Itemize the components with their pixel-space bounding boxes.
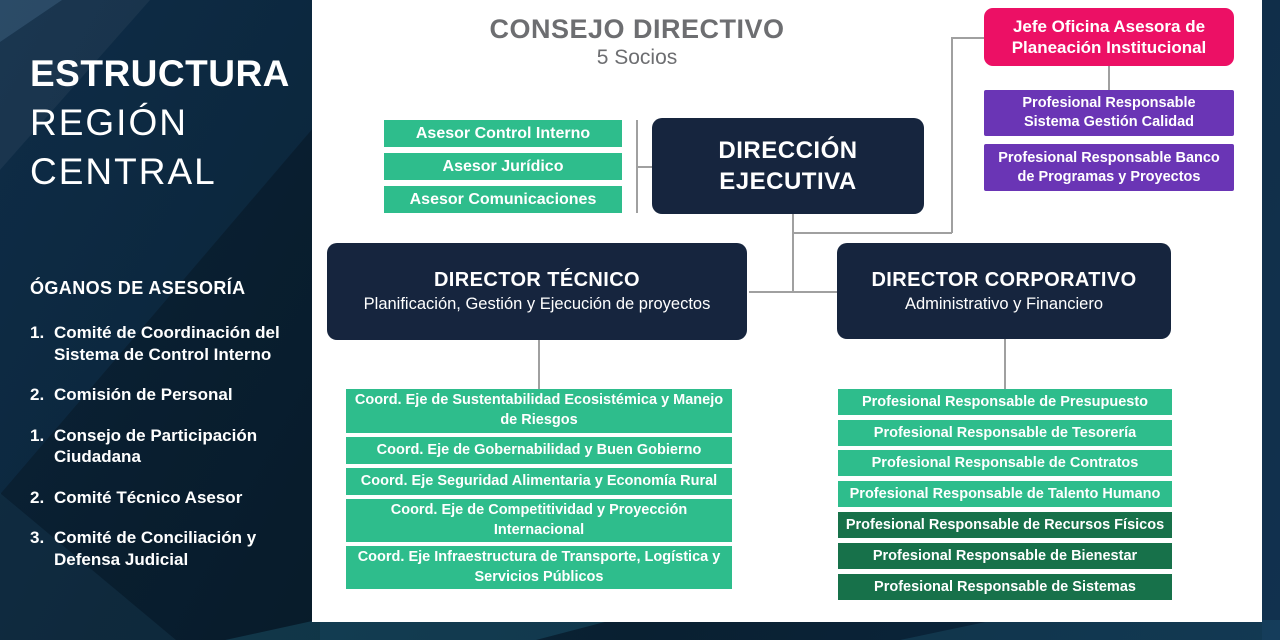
- advisor-box-juridico: Asesor Jurídico: [384, 153, 622, 180]
- list-item: [30, 322, 288, 365]
- director-technical-title: DIRECTOR TÉCNICO: [433, 269, 641, 291]
- director-technical-subtitle: Planificación, Gestión y Ejecución de proyectos: [363, 295, 711, 313]
- director-corporate-box: [837, 243, 1171, 339]
- director-technical-box: [327, 243, 747, 340]
- list-item: [30, 527, 288, 570]
- technical-unit-box: Coord. Eje de Gobernabilidad y Buen Gobierno: [346, 437, 732, 464]
- advisory-list: [30, 322, 288, 571]
- list-item-text: Consejo de Participación Ciudadana: [54, 425, 258, 467]
- list-item-number: 2.: [30, 487, 45, 507]
- corporate-unit-box: Profesional Responsable de Bienestar: [838, 543, 1172, 569]
- page-title-line2: REGIÓN: [30, 101, 188, 143]
- list-item-text: Comisión de Personal: [54, 385, 233, 405]
- technical-unit-box: Coord. Eje Seguridad Alimentaria y Economía Rural: [346, 468, 732, 495]
- director-corporate-subtitle: Administrativo y Financiero: [904, 294, 1104, 313]
- technical-unit-box: Coord. Eje de Sustentabilidad Ecosistémica y Manejo de Riesgos: [346, 389, 732, 433]
- corporate-unit-box: Profesional Responsable de Tesorería: [838, 420, 1172, 446]
- advisory-section-heading: ÓGANOS DE ASESORÍA: [30, 278, 246, 298]
- corporate-unit-box: Profesional Responsable de Sistemas: [838, 574, 1172, 600]
- connector-executive-to-planning: [792, 232, 952, 234]
- list-item-text: Comité Técnico Asesor: [54, 487, 243, 507]
- connector-planning-stub: [951, 37, 984, 39]
- connector-directors-horizontal: [749, 291, 837, 293]
- right-edge-strip: [1262, 0, 1280, 640]
- corporate-unit-box: Profesional Responsable de Recursos Físicos: [838, 512, 1172, 538]
- list-item-text: Comité de Coordinación del Sistema de Control Interno: [54, 323, 280, 364]
- org-chart-canvas: [312, 0, 1262, 622]
- sidebar: [0, 0, 312, 640]
- page-title-line3: CENTRAL: [30, 150, 217, 192]
- connector-planning-vertical: [951, 37, 953, 233]
- connector-corporate-down: [1004, 339, 1006, 389]
- footer-decoration-right: [900, 620, 1280, 640]
- list-item: [30, 425, 288, 468]
- corporate-unit-box: Profesional Responsable de Contratos: [838, 450, 1172, 476]
- list-item-text: Comité de Conciliación y Defensa Judicial: [54, 528, 257, 570]
- chart-subtitle: 5 Socios: [596, 46, 678, 69]
- list-item-number: 1.: [30, 425, 45, 445]
- list-item-number: 2.: [30, 385, 45, 405]
- advisor-box-control-interno: Asesor Control Interno: [384, 120, 622, 147]
- page-title: [30, 50, 290, 196]
- chart-title: CONSEJO DIRECTIVO: [489, 14, 785, 44]
- corporate-unit-box: Profesional Responsable de Talento Humano: [838, 481, 1172, 507]
- connector-chief-to-staff: [1108, 66, 1110, 90]
- advisor-box-comunicaciones: Asesor Comunicaciones: [384, 186, 622, 213]
- technical-unit-box: Coord. Eje de Competitividad y Proyección Internacional: [346, 499, 732, 542]
- list-item: [30, 384, 288, 406]
- corporate-unit-box: Profesional Responsable de Presupuesto: [838, 389, 1172, 415]
- connector-technical-down: [538, 340, 540, 389]
- list-item-number: 3.: [30, 528, 45, 548]
- list-item: [30, 487, 288, 509]
- list-item-number: 1.: [30, 323, 45, 342]
- planning-staff-box-banco: Profesional Responsable Banco de Programas y Proyectos: [984, 144, 1234, 191]
- planning-staff-box-calidad: Profesional Responsable Sistema Gestión Calidad: [984, 90, 1234, 136]
- connector-executive-down: [792, 214, 794, 292]
- director-corporate-title: DIRECTOR CORPORATIVO: [871, 268, 1137, 291]
- page-title-line1: ESTRUCTURA: [30, 53, 290, 94]
- technical-unit-box: Coord. Eje Infraestructura de Transporte, Logística y Servicios Públicos: [346, 546, 732, 589]
- executive-box: DIRECCIÓN EJECUTIVA: [652, 118, 924, 214]
- planning-chief-box: Jefe Oficina Asesora de Planeación Institucional: [984, 8, 1234, 66]
